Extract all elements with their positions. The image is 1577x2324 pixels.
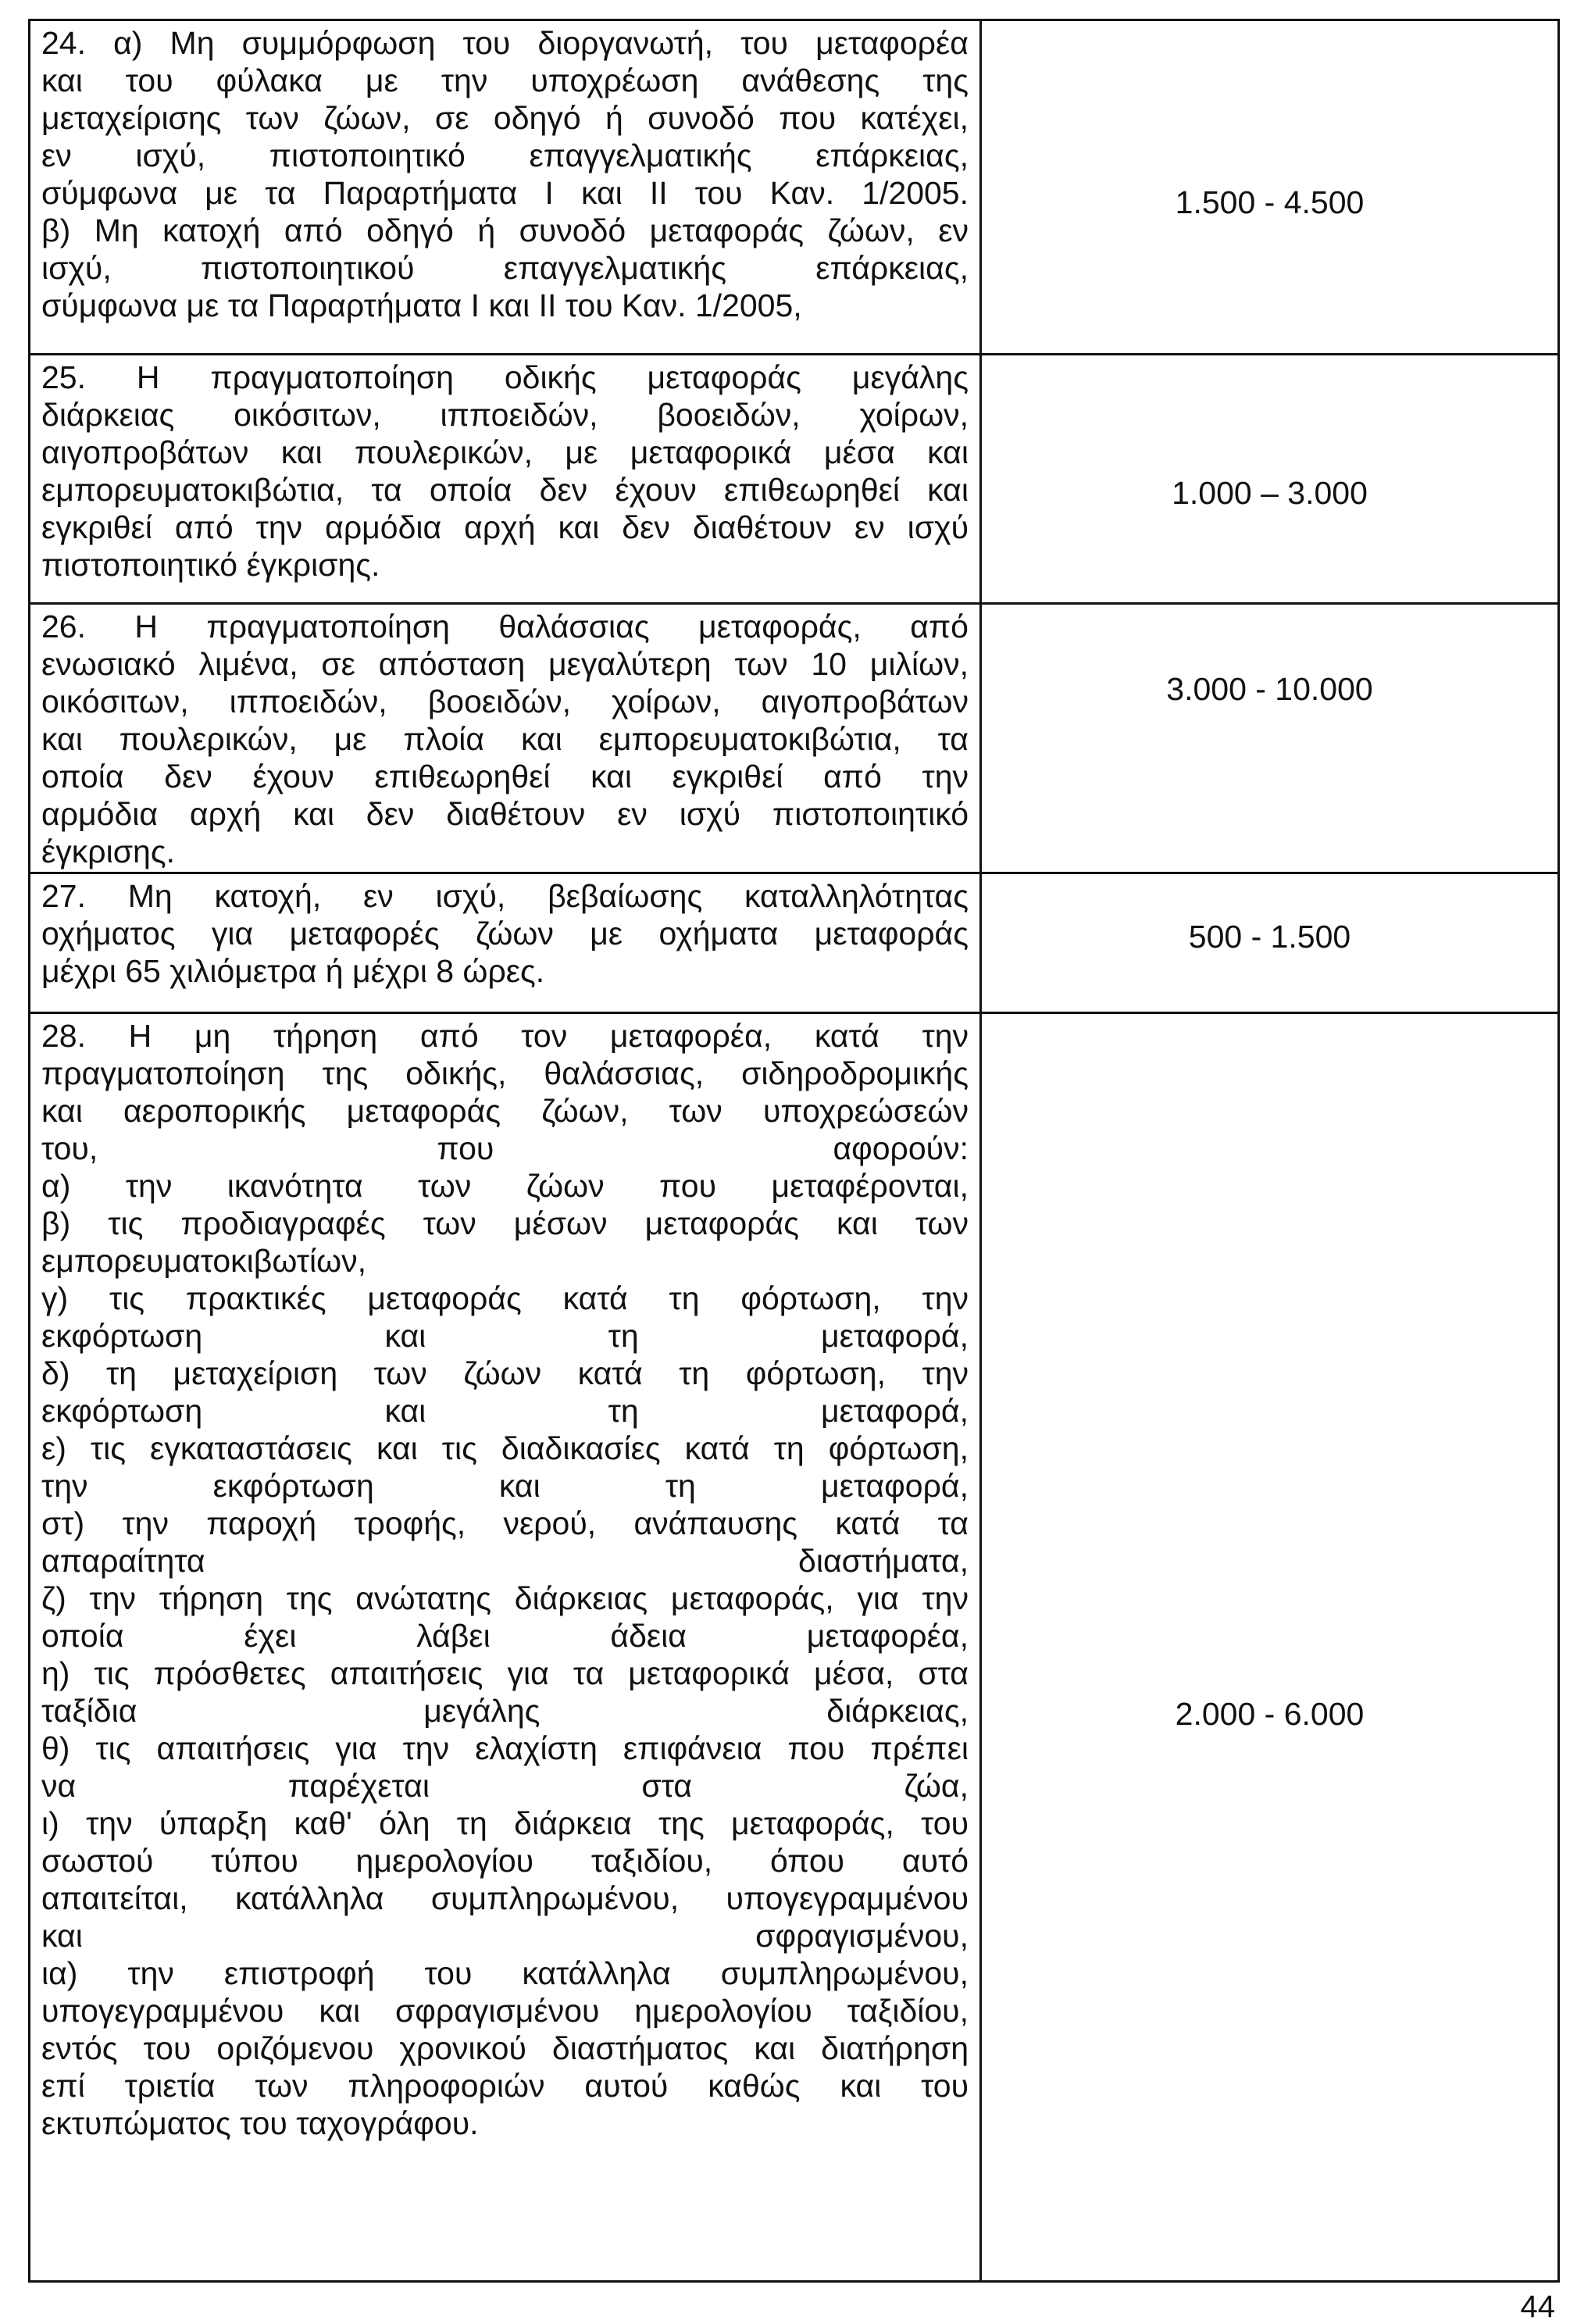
description-line: και σφραγισμένου,	[41, 1918, 969, 1954]
description-line: μεταχείρισης των ζώων, σε οδηγό ή συνοδό που κατέχει,	[41, 100, 969, 136]
description-line: απαραίτητα διαστήματα,	[41, 1543, 969, 1579]
penalty-amount-cell	[981, 355, 1559, 604]
description-line: εν ισχύ, πιστοποιητικό επαγγελματικής επάρκειας,	[41, 137, 969, 173]
penalty-amount: 1.500 - 4.500	[1175, 184, 1365, 220]
description-line: εκτυπώματος του ταχογράφου.	[41, 2105, 479, 2141]
penalty-amount-cell	[981, 604, 1559, 873]
description-line: εμπορευματοκιβώτια, τα οποία δεν έχουν επιθεωρηθεί και	[41, 472, 969, 508]
description-line: απαιτείται, κατάλληλα συμπληρωμένου, υπογεγραμμένου	[41, 1880, 969, 1916]
description-line: οποία έχει λάβει άδεια μεταφορέα,	[41, 1618, 969, 1654]
penalty-description-cell	[30, 20, 981, 355]
description-line: μέχρι 65 χιλιόμετρα ή μέχρι 8 ώρες.	[41, 953, 545, 989]
description-line: 24. α) Μη συμμόρφωση του διοργανωτή, του μεταφορέα	[41, 25, 969, 61]
description-line: στ) την παροχή τροφής, νερού, ανάπαυσης κατά τα	[41, 1505, 969, 1541]
description-line: εγκριθεί από την αρμόδια αρχή και δεν διαθέτουν εν ισχύ	[41, 509, 969, 545]
description-line: αιγοπροβάτων και πουλερικών, με μεταφορικά μέσα και	[41, 434, 969, 470]
penalty-amount-cell	[981, 1013, 1559, 2282]
description-line: οποία δεν έχουν επιθεωρηθεί και εγκριθεί από την	[41, 759, 969, 794]
table-row	[30, 355, 1559, 604]
description-line: ε) τις εγκαταστάσεις και τις διαδικασίες κατά τη φόρτωση,	[41, 1430, 969, 1466]
description-line: η) τις πρόσθετες απαιτήσεις για τα μεταφορικά μέσα, στα	[41, 1655, 969, 1691]
description-line: ισχύ, πιστοποιητικού επαγγελματικής επάρκειας,	[41, 250, 969, 286]
description-line: ενωσιακό λιμένα, σε απόσταση μεγαλύτερη των 10 μιλίων,	[41, 646, 969, 682]
table-row	[30, 873, 1559, 1013]
description-line: εντός του οριζόμενου χρονικού διαστήματος και διατήρηση	[41, 2030, 969, 2066]
description-line: πραγματοποίηση της οδικής, θαλάσσιας, σιδηροδρομικής	[41, 1055, 969, 1091]
description-line: την εκφόρτωση και τη μεταφορά,	[41, 1468, 969, 1504]
penalty-amount-cell	[981, 873, 1559, 1013]
penalty-amount: 1.000 – 3.000	[1172, 475, 1368, 511]
penalty-amount: 2.000 - 6.000	[1175, 1696, 1365, 1732]
description-line: β) Μη κατοχή από οδηγό ή συνοδό μεταφοράς ζώων, εν	[41, 212, 969, 248]
penalties-table	[28, 19, 1560, 2283]
description-line: ια) την επιστροφή του κατάλληλα συμπληρωμένου,	[41, 1955, 969, 1991]
description-line: οχήματος για μεταφορές ζώων με οχήματα μεταφοράς	[41, 916, 969, 951]
penalty-amount: 3.000 - 10.000	[1166, 671, 1373, 707]
description-line: του, που αφορούν:	[41, 1130, 969, 1166]
description-line: διάρκειας οικόσιτων, ιπποειδών, βοοειδών, χοίρων,	[41, 397, 969, 433]
description-line: 28. Η μη τήρηση από τον μεταφορέα, κατά την	[41, 1018, 969, 1054]
description-line: 27. Μη κατοχή, εν ισχύ, βεβαίωσης καταλληλότητας	[41, 878, 969, 914]
penalty-amount-cell	[981, 20, 1559, 355]
description-line: υπογεγραμμένου και σφραγισμένου ημερολογίου ταξιδίου,	[41, 1993, 969, 2029]
description-line: σύμφωνα με τα Παραρτήματα I και II του Καν. 1/2005,	[41, 287, 802, 323]
penalty-description-cell	[30, 604, 981, 873]
description-line: σωστού τύπου ημερολογίου ταξιδίου, όπου αυτό	[41, 1843, 969, 1879]
description-line: οικόσιτων, ιπποειδών, βοοειδών, χοίρων, αιγοπροβάτων	[41, 684, 969, 719]
penalty-description-cell	[30, 1013, 981, 2282]
description-line: β) τις προδιαγραφές των μέσων μεταφοράς και των	[41, 1205, 969, 1241]
description-line: σύμφωνα με τα Παραρτήματα I και II του Καν. 1/2005.	[41, 175, 969, 211]
description-line: ταξίδια μεγάλης διάρκειας,	[41, 1693, 969, 1729]
description-line: και πουλερικών, με πλοία και εμπορευματοκιβώτια, τα	[41, 721, 969, 757]
page-number: 44	[1520, 2290, 1555, 2324]
description-line: ζ) την τήρηση της ανώτατης διάρκειας μεταφοράς, για την	[41, 1580, 969, 1616]
description-line: 25. Η πραγματοποίηση οδικής μεταφοράς μεγάλης	[41, 359, 969, 395]
description-line: θ) τις απαιτήσεις για την ελαχίστη επιφάνεια που πρέπει	[41, 1730, 969, 1766]
description-line: έγκρισης.	[41, 834, 175, 869]
penalty-amount: 500 - 1.500	[1188, 919, 1351, 955]
description-line: και του φύλακα με την υποχρέωση ανάθεσης της	[41, 62, 969, 98]
description-line: εκφόρτωση και τη μεταφορά,	[41, 1393, 969, 1429]
description-line: επί τριετία των πληροφοριών αυτού καθώς και του	[41, 2068, 969, 2104]
description-line: εμπορευματοκιβωτίων,	[41, 1243, 367, 1279]
penalty-description-cell	[30, 355, 981, 604]
description-line: α) την ικανότητα των ζώων που μεταφέρονται,	[41, 1168, 969, 1204]
description-line: να παρέχεται στα ζώα,	[41, 1768, 969, 1804]
description-line: ι) την ύπαρξη καθ' όλη τη διάρκεια της μεταφοράς, του	[41, 1805, 969, 1841]
penalty-description-cell	[30, 873, 981, 1013]
description-line: εκφόρτωση και τη μεταφορά,	[41, 1318, 969, 1354]
description-line: 26. Η πραγματοποίηση θαλάσσιας μεταφοράς, από	[41, 609, 969, 644]
description-line: γ) τις πρακτικές μεταφοράς κατά τη φόρτωση, την	[41, 1280, 969, 1316]
penalties-table-body	[30, 20, 1559, 2282]
table-row	[30, 1013, 1559, 2282]
description-line: δ) τη μεταχείριση των ζώων κατά τη φόρτωση, την	[41, 1355, 969, 1391]
description-line: και αεροπορικής μεταφοράς ζώων, των υποχρεώσεών	[41, 1093, 969, 1129]
description-line: πιστοποιητικό έγκρισης.	[41, 547, 380, 583]
table-row	[30, 604, 1559, 873]
table-row	[30, 20, 1559, 355]
description-line: αρμόδια αρχή και δεν διαθέτουν εν ισχύ πιστοποιητικό	[41, 796, 969, 832]
